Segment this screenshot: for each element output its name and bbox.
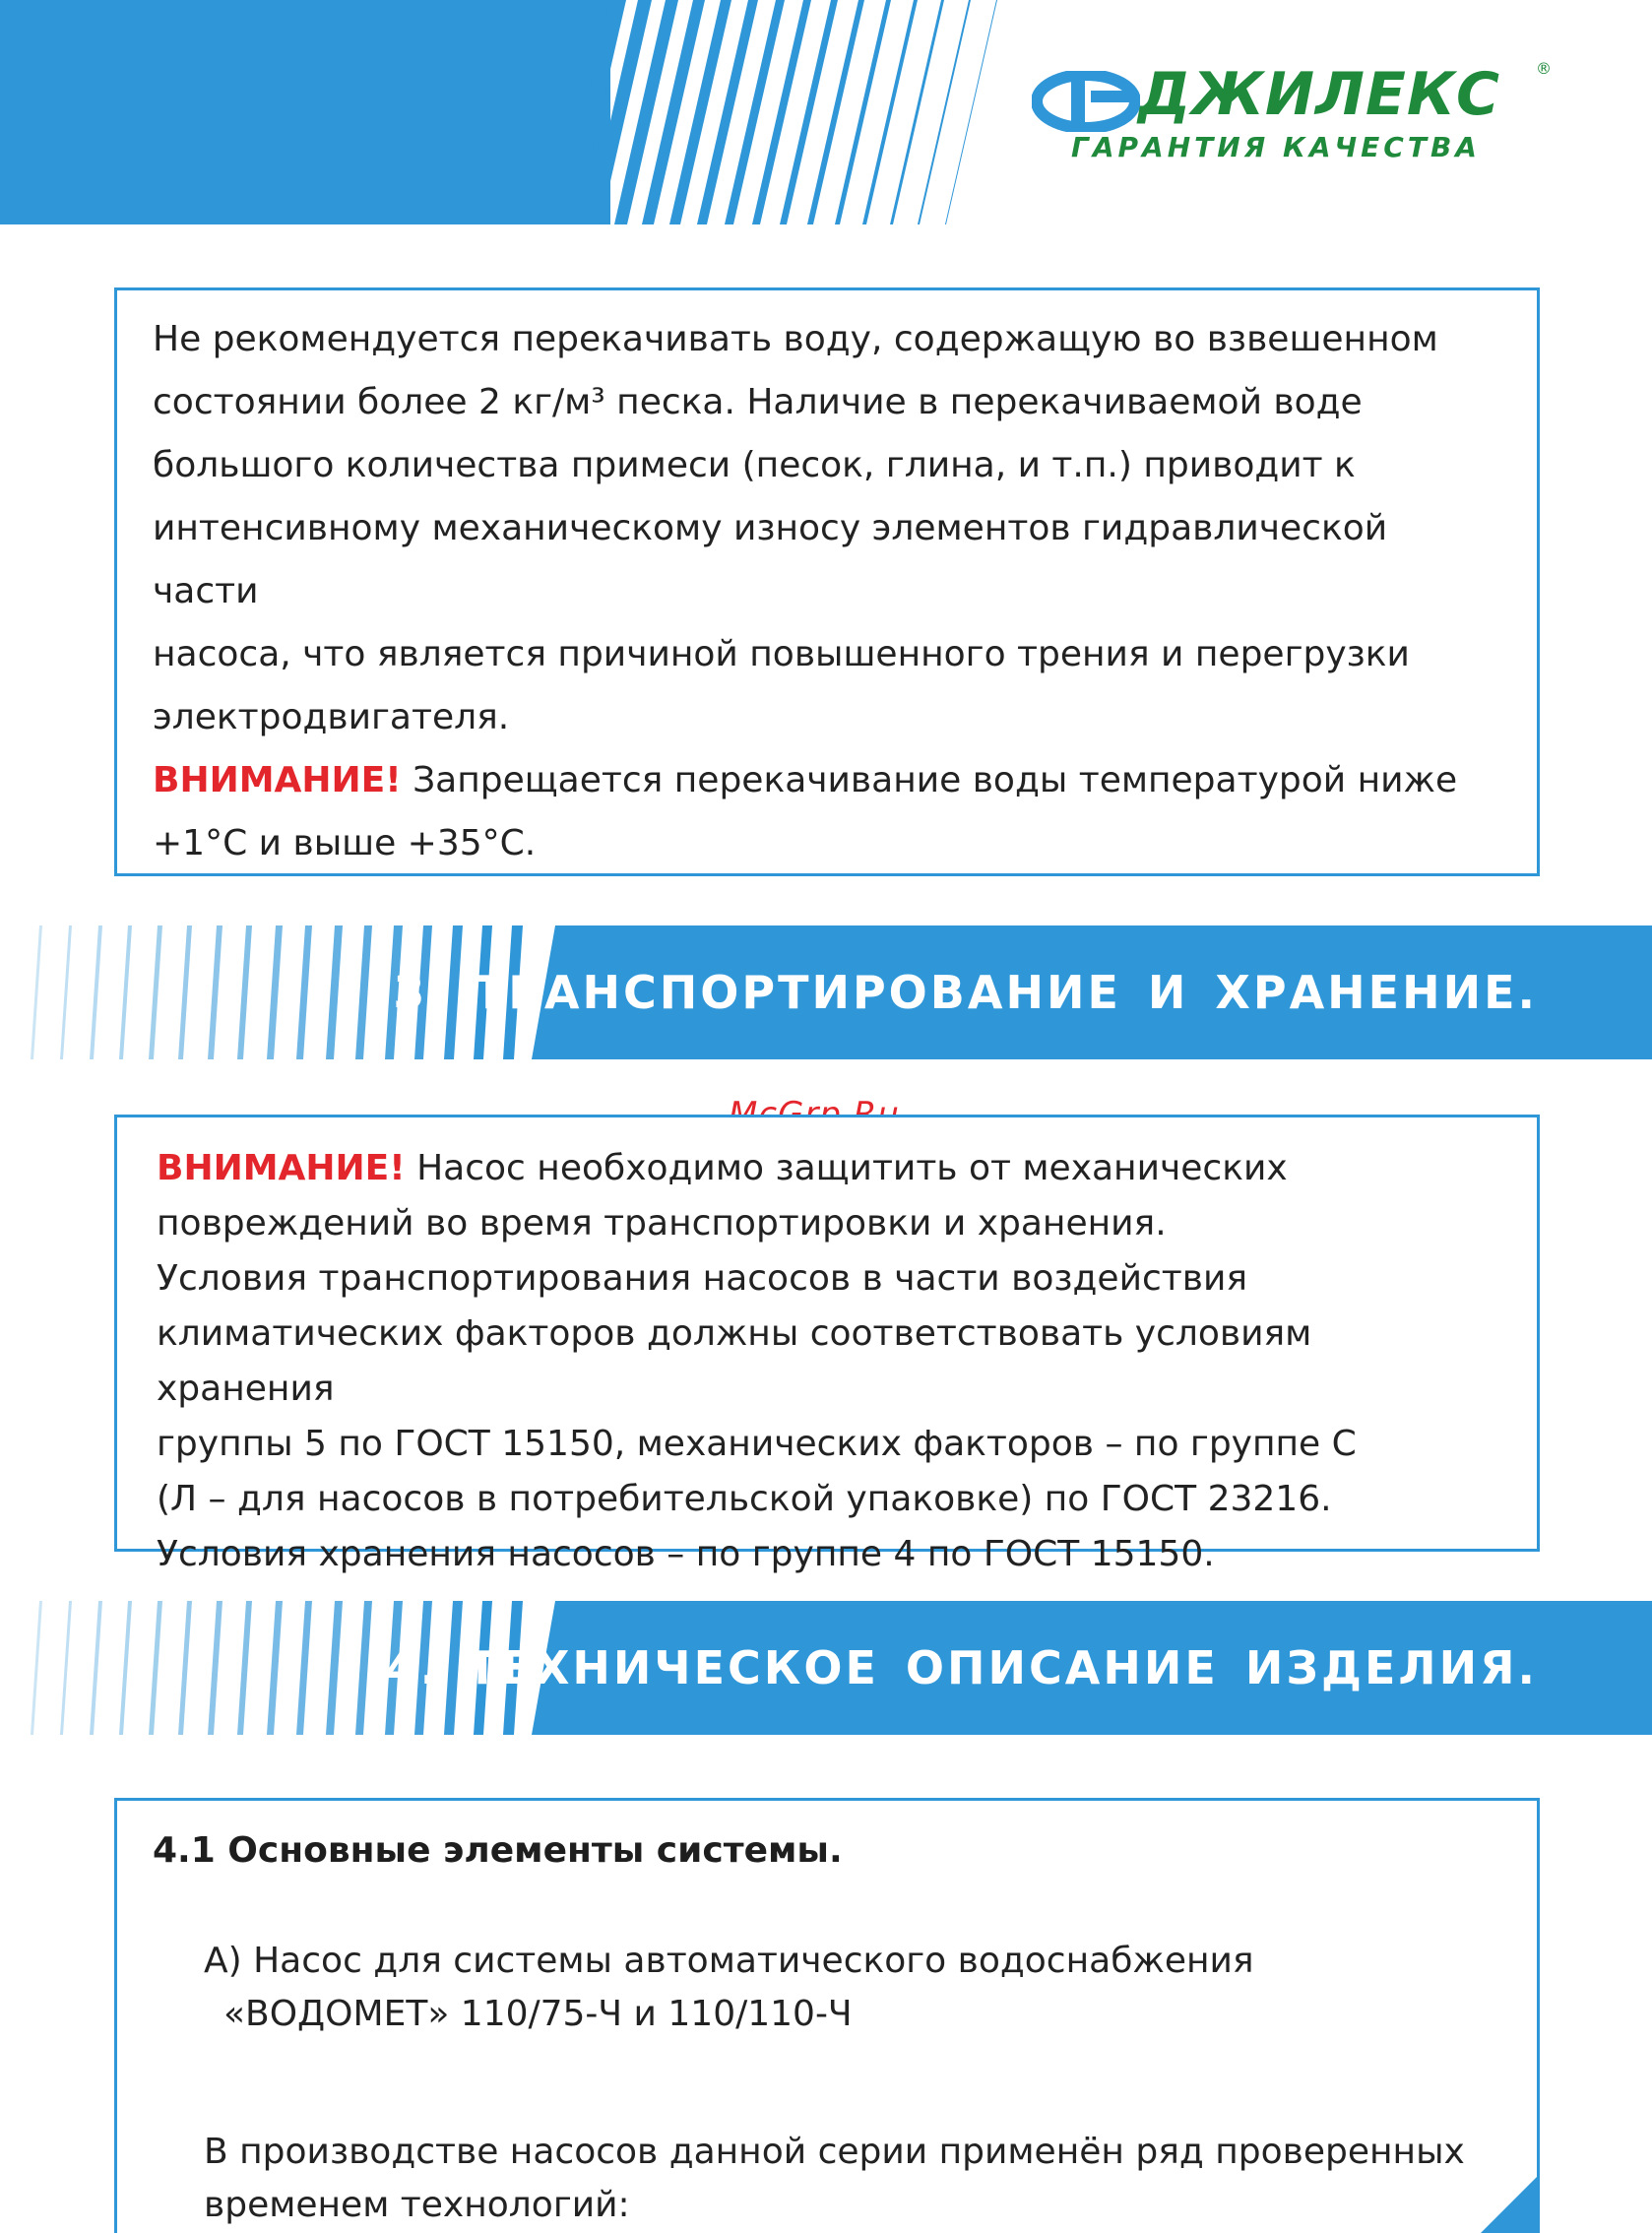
transport-storage-box [114, 1115, 1540, 1574]
brand-logo [1032, 59, 1563, 167]
text-line: большого количества примеси (песок, глина, и т.п.) приводит к [153, 445, 1356, 485]
warning-text: Запрещается перекачивание воды температурой ниже [401, 760, 1458, 800]
system-elements-box [114, 1798, 1540, 2233]
text-line: состоянии более 2 кг/м³ песка. Наличие в перекачиваемой воде [153, 382, 1363, 422]
corner-accent [1481, 2174, 1540, 2233]
text-line: А) Насос для системы автоматического водоснабжения [204, 1941, 1254, 1981]
text-line: «ВОДОМЕТ» 110/75-Ч и 110/110-Ч [223, 1994, 853, 2034]
paragraph [204, 2126, 1484, 2232]
text-line: повреждений во время транспортировки и хранения. [157, 1203, 1167, 1244]
logo-mark-icon [1032, 71, 1140, 132]
warning-line: +1°С и выше +35°С. [153, 823, 537, 863]
warning-line [153, 749, 1501, 812]
warning-line [157, 1141, 1497, 1196]
header-blue-band [0, 0, 610, 224]
text-line: группы 5 по ГОСТ 15150, механических факторов – по группе С [157, 1424, 1357, 1464]
text-line: (Л – для насосов в потребительской упаковке) по ГОСТ 23216. [157, 1479, 1332, 1519]
logo-text: ДЖИЛЕКС [1138, 60, 1500, 129]
text-line: временем технологий: [204, 2185, 630, 2225]
text-line: В производстве насосов данной серии применён ряд проверенных [204, 2132, 1465, 2172]
text-line: Не рекомендуется перекачивать воду, содержащую во взвешенном [153, 319, 1438, 359]
text-line: интенсивному механическому износу элементов гидравлической части [153, 508, 1388, 611]
section-title: 4. ТЕХНИЧЕСКОЕ ОПИСАНИЕ ИЗДЕЛИЯ. [385, 1641, 1538, 1694]
warning-text: Насос необходимо защитить от механических [405, 1148, 1288, 1188]
text-line: Условия транспортирования насосов в части воздействия [157, 1258, 1248, 1299]
text-line: климатических факторов должны соответствовать условиям хранения [157, 1313, 1312, 1409]
warning-label: ВНИМАНИЕ! [153, 760, 402, 800]
text-line: насоса, что является причиной повышенного трения и перегрузки [153, 634, 1410, 674]
logo-tagline: ГАРАНТИЯ КАЧЕСТВА [1071, 131, 1481, 163]
section-title: 3. ТРАНСПОРТИРОВАНИЕ И ХРАНЕНИЕ. [393, 966, 1538, 1019]
water-requirements-box [114, 287, 1540, 876]
text-line: электродвигателя. [153, 697, 510, 737]
subsection-heading: 4.1 Основные элементы системы. [153, 1830, 843, 1871]
section-header-4 [0, 1601, 1652, 1735]
logo-registered-mark: ® [1536, 59, 1552, 78]
header-stripes [591, 0, 1103, 224]
warning-label: ВНИМАНИЕ! [157, 1148, 406, 1188]
list-item [204, 1935, 1254, 2041]
section-header-3 [0, 925, 1652, 1059]
text-line: Условия хранения насосов – по группе 4 по ГОСТ 15150. [157, 1534, 1215, 1574]
